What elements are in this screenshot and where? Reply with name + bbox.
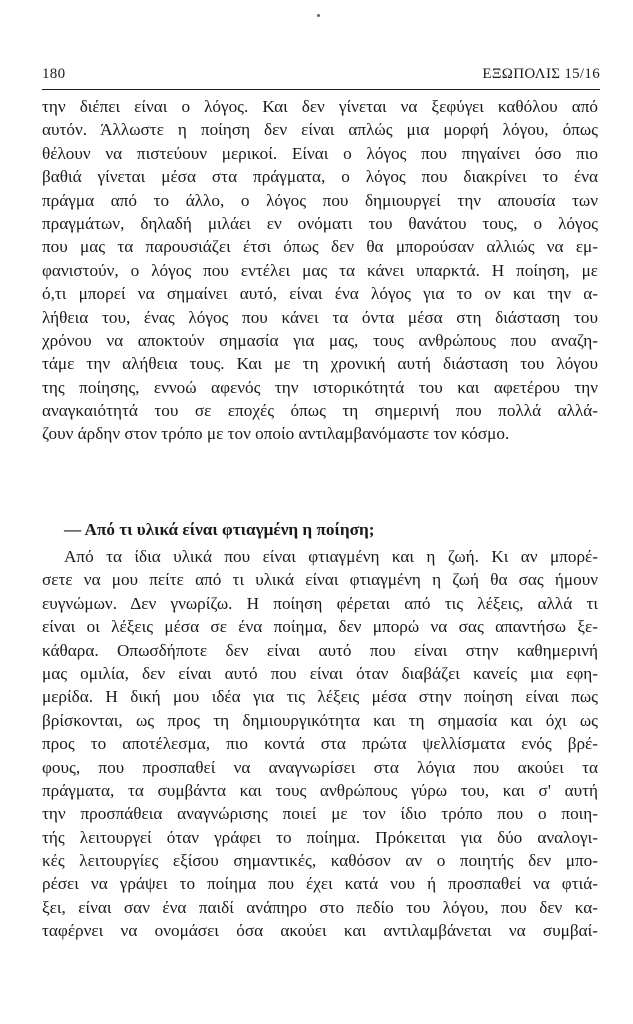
running-header	[42, 64, 600, 90]
section-heading: — Από τι υλικά είναι φτιαγμένη η ποίηση;	[64, 520, 375, 539]
text-line: θέλουν να πιστεύουν μερικοί. Είναι ο λόγος που πηγαίνει όσο πιο	[42, 143, 598, 163]
text-line: μας ομιλία, δεν είναι αυτό που είναι όταν διαβάζει κανείς μια εφη-	[42, 663, 598, 683]
text-line: κές λειτουργίες εξίσου σημαντικές, καθόσον αν ο ποιητής δεν μπο-	[42, 851, 598, 871]
text-line: προς το αποτέλεσμα, πιο κοντά στα πρώτα ψελλίσματα ενός βρέ-	[42, 734, 598, 754]
text-line: Από τα ίδια υλικά που είναι φτιαγμένη και η ζωή. Κι αν μπορέ-	[64, 547, 598, 566]
text-line: ευγνώμων. Δεν γνωρίζω. Η ποίηση φέρεται από τις λέξεις, αλλά τι	[42, 593, 598, 613]
text-line: χρόνου να αποκτούν σημασία για μας, τους ανθρώπους που αναζη-	[42, 330, 598, 350]
text-line: φανιστούν, ο λόγος που εντέλει μας τα κάνει υπαρκτά. Η ποίηση, με	[42, 260, 598, 280]
text-line: κάθαρα. Οπωσδήποτε δεν είναι αυτό που είναι στην καθημερινή	[42, 640, 598, 660]
text-line: τής λειτουργεί όταν γράφει το ποίημα. Πρόκειται για δύο αναλογι-	[42, 827, 598, 847]
text-line: της ποίησης, εννοώ αφενός την ιστορικότητά του και αφετέρου την	[42, 377, 598, 397]
text-line: βρίσκονται, ως προς τη δημιουργικότητα και τη σημασία και όχι ως	[42, 710, 598, 730]
text-line: την διέπει είναι ο λόγος. Και δεν γίνεται να ξεφύγει καθόλου από	[42, 97, 598, 116]
paragraph-2	[42, 545, 598, 943]
text-line: μερίδα. Η δική μου ιδέα για τις λέξεις μέσα στην ποίηση είναι πως	[42, 687, 598, 707]
text-line: βαθιά γίνεται μέσα στα πράγματα, ο λόγος που διακρίνει το ένα	[42, 167, 598, 187]
journal-title: ΕΞΩΠΟΛΙΣ 15/16	[482, 66, 600, 82]
text-line: είναι οι λέξεις μέσα σε ένα ποίημα, δεν μπορώ να σας απαντήσω ξε-	[42, 617, 598, 637]
text-line: λήθεια του, ένας λόγος που κάνει τα όντα μέσα στη διάσταση του	[42, 307, 598, 327]
text-line: ό,τι μπορεί να σημαίνει αυτό, είναι ένα λόγος για το ον και την α-	[42, 284, 598, 304]
text-line: την προσπάθεια αναγνώρισης ποιεί με τον ίδιο τρόπο που ο ποιη-	[42, 804, 598, 824]
text-line: φους, που προσπαθεί να αναγνωρίσει στα λόγια που ακούει τα	[42, 757, 598, 777]
page-number: 180	[42, 66, 66, 82]
text-line: ζουν άρδην στον τρόπο με τον οποίο αντιλαμβανόμαστε τον κόσμο.	[42, 424, 510, 444]
text-line: πράγματα, τα συμβάντα και τους ανθρώπους γύρω του, και σ' αυτή	[42, 780, 598, 800]
text-line: ξει, είναι σαν ένα παιδί ανάπηρο στο πεδίο του λόγου, που δεν κα-	[42, 897, 598, 917]
header-rule	[42, 89, 600, 90]
text-line: σετε να μου πείτε από τι υλικά είναι φτιαγμένη η ζωή θα σας ήμουν	[42, 570, 598, 590]
paragraph-1	[42, 95, 598, 446]
text-line: αναγκαιότητά του σε εποχές όπως τη σημερινή που πολλά αλλά-	[42, 401, 598, 421]
text-line: που μας τα παρουσιάζει έτσι όπως δεν θα μπορούσαν αλλιώς να εμ-	[42, 237, 598, 257]
scan-speck	[317, 14, 320, 17]
text-line: αυτόν. Άλλωστε η ποίηση δεν είναι απλώς μια μορφή λόγου, όπως	[42, 120, 598, 140]
text-line: ρέσει να γράψει το ποίημα που έχει κατά νου ή προσπαθεί να φτιά-	[42, 874, 598, 894]
text-line: πραγμάτων, δηλαδή μιλάει εν ονόματι του θανάτου τους, ο λόγος	[42, 213, 598, 233]
text-line: τάμε την αλήθεια τους. Και με τη χρονική αυτή διάσταση του λόγου	[42, 354, 598, 374]
text-line: ταφέρνει να ονομάσει όσα ακούει και αντιλαμβάνεται να συμβαί-	[42, 921, 598, 941]
text-line: πράγμα από το άλλο, ο λόγος που δημιουργεί την απουσία των	[42, 190, 598, 210]
